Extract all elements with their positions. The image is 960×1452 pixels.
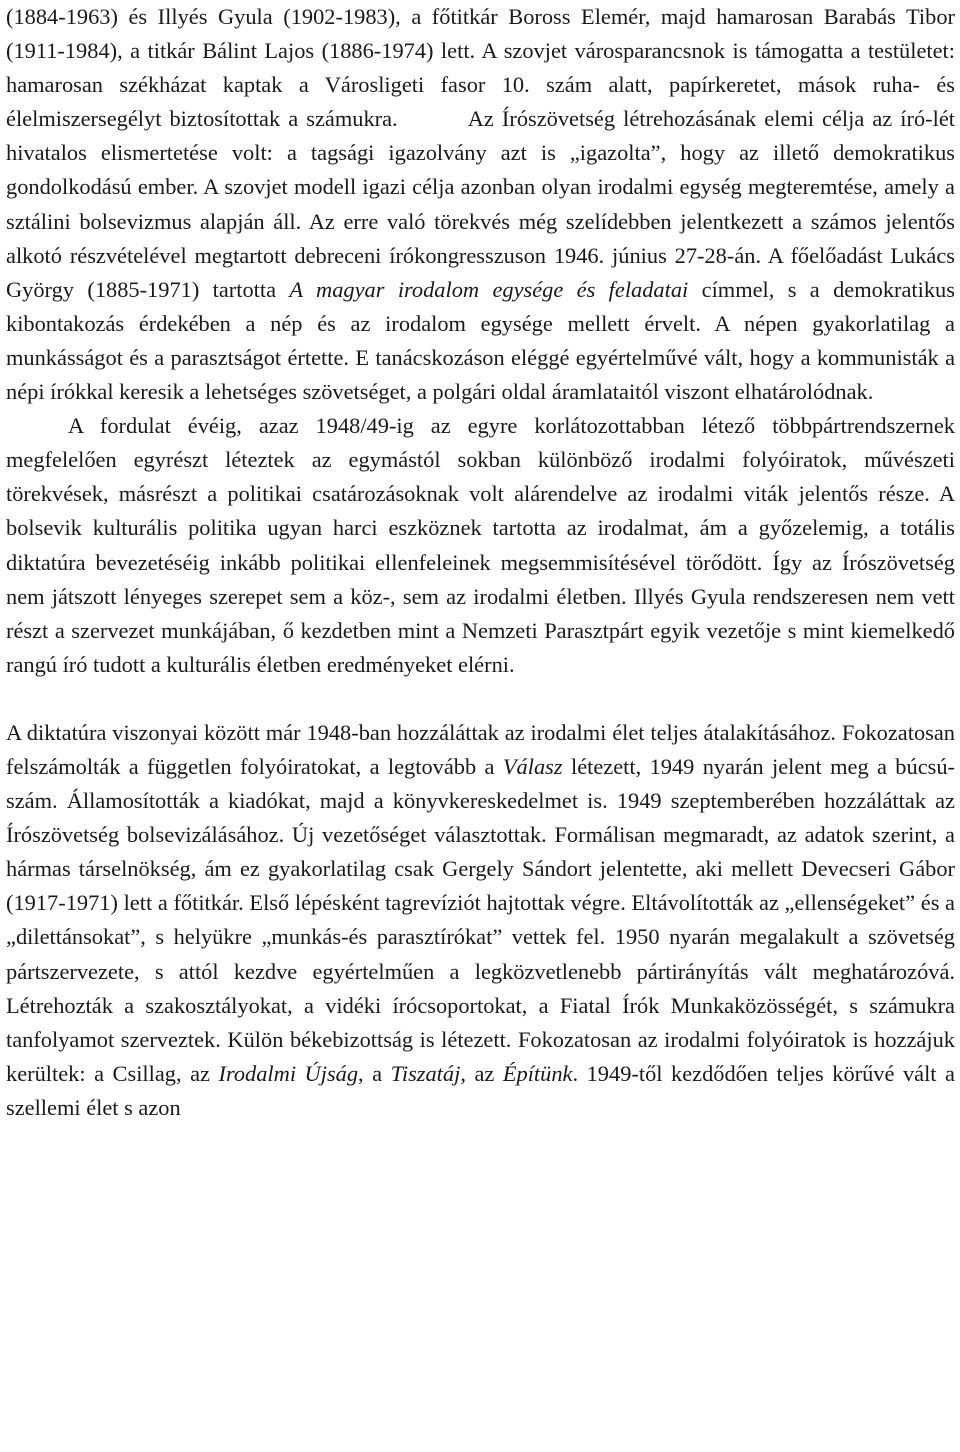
journal-title: Irodalmi Újság [218,1060,359,1086]
paragraph-2 [6,409,955,682]
sentence: E tanácskozáson eléggé egyértelművé vált, hogy a kommunisták a népi írókkal keresik a lehetséges szövetséget, a polgári oldal áramlataitól viszont elhatárolódnak. [6,344,956,405]
work-title: A magyar irodalom egysége és feladatai [289,276,689,302]
sentence: Fokozatosan felszámolták a független folyóiratokat, a legtovább a [6,719,955,779]
sentence: A bolsevik kulturális politika ugyan harci eszköznek tartotta az irodalmat, ám a győzelemig, a totális diktatúra bevezetéséig inkább politikai ellenfeleinek megsemmisítésével törődött. [6,481,955,575]
sentence: Formálisan megmaradt, az adatok szerint, a hármas társelnökség, ám ez gyakorlatilag csak Gergely Sándort jelentette, aki mellett Devecseri Gábor (1917-1971) lett a főtitkár. [6,822,955,916]
document-page [6,0,955,1125]
sentence: Fokozatosan az irodalmi folyóiratok is hozzájuk kerültek: a Csillag, az [6,1026,955,1086]
sentence: Államosították a kiadókat, majd a könyvkereskedelmet is. [66,788,608,814]
punctuation: , az [460,1060,495,1086]
sentence: Így az Írószövetség nem játszott lényeges szerepet sem a köz-, sem az irodalmi életben. [6,549,955,609]
sentence: Külön békebizottság is létezett. [227,1026,512,1052]
paragraph-1 [6,0,955,409]
sentence: Illyés Gyula rendszeresen nem vett részt a szervezet munkájában, ő kezdetben mint a Nemzeti Parasztpárt egyik vezetője s mint kiemelkedő rangú író tudott a kulturális életben eredményeket elérni. [6,583,955,677]
sentence: A fordulat évéig, azaz 1948/49-ig az egyre korlátozottabban létező többpártrendszernek megfelelően egyrészt léteztek az egymástól sokban különböző irodalmi folyóiratok, művészeti törekvések, másrészt a politikai csatározásoknak volt alárendelve az irodalmi viták jelentős része. [6,413,955,507]
sentence: (1884-1963) és Illyés Gyula (1902-1983), a főtitkár Boross Elemér, majd hamarosan Barabás Tibor (1911-1984), a titkár Bálint Lajos (1886-1974) lett. A szovjet városparancsnok is támogatta a testületet: hamarosan székházat kaptak a Városligeti fasor 10. szám alatt, papírkeretet, mások ruha- és élelmiszersegélyt biztosítottak a számukra. [6,4,955,132]
sentence: A diktatúra viszonyai között már 1948-ban hozzáláttak az irodalmi élet teljes átalakításához. [6,719,836,745]
sentence: . 1949-től kezdődően teljes körűvé vált a szellemi élet s azon [6,1060,955,1120]
sentence: Létrehozták a szakosztályokat, a vidéki írócsoportokat, a Fiatal Írók Munkaközösségét, s számukra tanfolyamot szerveztek. [6,992,955,1052]
sentence: 1949 szeptemberében hozzáláttak az Írószövetség bolsevizálásához. [6,788,955,848]
sentence: A szovjet modell igazi célja azonban olyan irodalmi egység megteremtése, amely a sztálini bolsevizmus alapján áll. [6,174,955,234]
sentence: Az erre való törekvés még szelídebben jelentkezett a számos jelentős alkotó részvételével megtartott debreceni írókongresszuson 1946. június 27-28-án. [6,208,955,268]
sentence: A főelőadást Lukács György (1885-1971) tartotta [6,242,955,302]
sentence: Új vezetőséget választottak. [291,822,547,848]
punctuation: , a [358,1060,383,1086]
paragraph-gap [6,682,955,716]
paragraph-3 [6,716,955,1125]
sentence: Eltávolították az „ellenségeket” és a „dilettánsokat”, s helyükre „munkás-és parasztírókat” vettek fel. [6,890,955,950]
journal-title: Tiszatáj [390,1060,461,1086]
sentence: Az Írószövetség létrehozásának elemi célja az író-lét hivatalos elismertetése volt: a tagsági igazolvány azt is „igazolta”, hogy az illető demokratikus gondolkodású ember. [6,106,955,200]
sentence: A népen gyakorlatilag a munkásságot és a parasztságot értette. [6,310,955,370]
journal-title: Építünk [502,1060,573,1086]
sentence: 1950 nyarán megalakult a szövetség pártszervezete, s attól kezdve egyértelműen a legközvetlenebb pártirányítás vált meghatározóvá. [6,924,955,984]
sentence: címmel, s a demokratikus kibontakozás érdekében a nép és az irodalom egysége mellett érvelt. [6,276,955,336]
sentence: Első lépésként tagrevíziót hajtottak végre. [249,890,626,916]
journal-title: Válasz [502,753,563,779]
sentence: létezett, 1949 nyarán jelent meg a búcsú-szám. [6,753,956,814]
